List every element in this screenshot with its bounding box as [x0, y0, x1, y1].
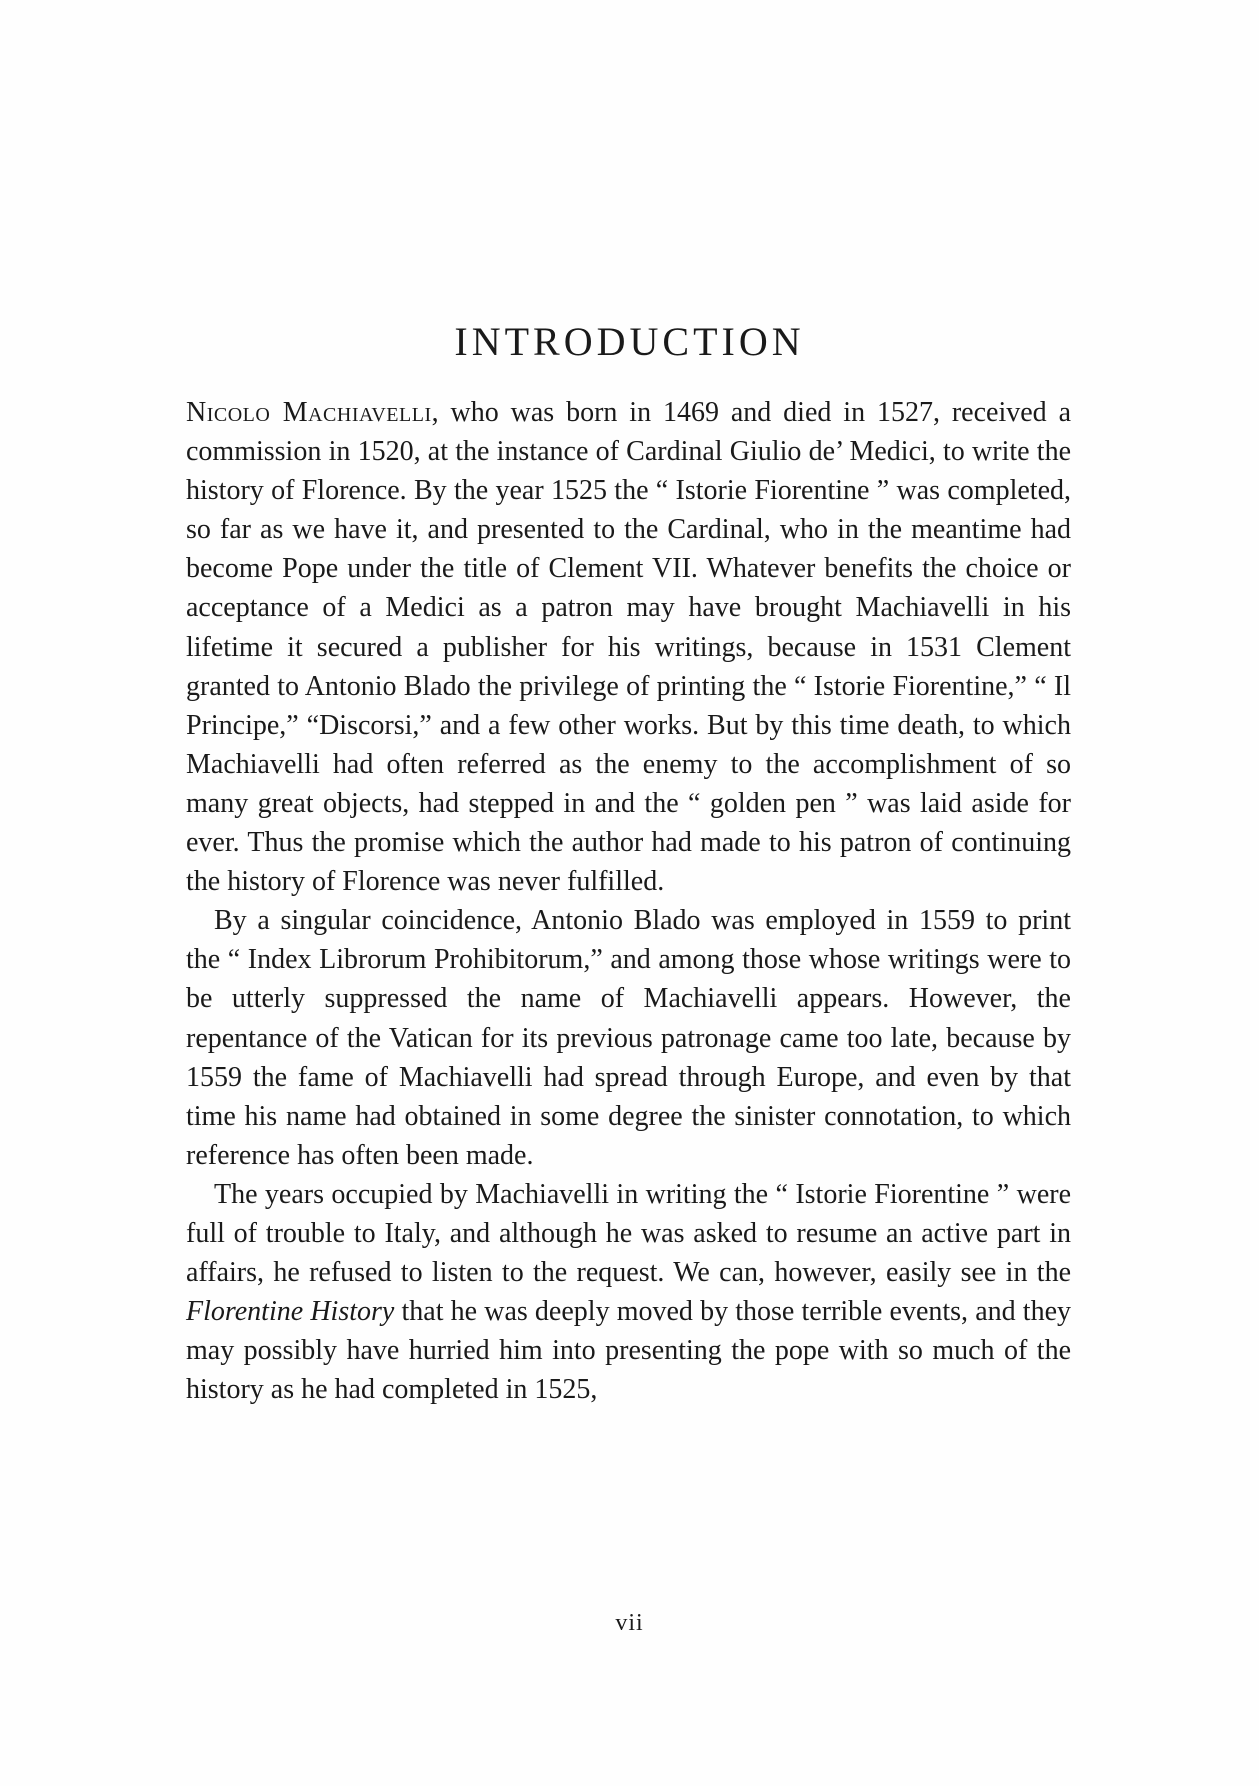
italic-title: Florentine History — [186, 1296, 395, 1328]
body-text — [186, 393, 1071, 1409]
chapter-heading: INTRODUCTION — [454, 319, 805, 364]
author-name: Nicolo Machiavelli — [186, 397, 432, 428]
paragraph-2: By a singular coincidence, Antonio Blado was employed in 1559 to print the “ Index Librorum Prohibitorum,” and among those whose writings were to be utterly suppressed the name of Machiavelli appears. However, the repentance of the Vatican for its previous patronage came too late, because by 1559 the fame of Machiavelli had spread through Europe, and even by that time his name had obtained in some degree the sinister connotation, to which reference has often been made. — [186, 905, 1071, 1171]
paragraph-1 — [186, 393, 1071, 901]
paragraph-3-text-start: The years occupied by Machiavelli in writing the “ Istorie Fiorentine ” were full of trouble to Italy, and although he was asked to resume an active part in affairs, he refused to listen to the request. We can, however, easily see in the — [186, 1178, 1071, 1289]
paragraph-3-text-end: that he was deeply moved by those terrible events, and they may possibly have hurried him into presenting the pope with so much of the history as he had completed in 1525, — [186, 1296, 1072, 1406]
paragraph-3 — [186, 1175, 1071, 1410]
page-number: vii — [615, 1610, 644, 1636]
paragraph-1-text: , who was born in 1469 and died in 1527, received a commission in 1520, at the instance of Cardinal Giulio de’ Medici, to write the history of Florence. By the year 1525 the “ Istorie Fiorentine ” was completed, so far as we have it, and presented to the Cardinal, who in the meantime had become Pope under the title of Clement VII. Whatever benefits the choice or acceptance of a Medici as a patron may have brought Machiavelli in his lifetime it secured a publisher for his writings, because in 1531 Clement granted to Antonio Blado the privilege of printing the “ Istorie Fiorentine,” “ Il Principe,” “Discorsi,” and a few other works. But by this time death, to which Machiavelli had often referred as the enemy to the accomplishment of so many great objects, had stepped in and the “ golden pen ” was laid aside for ever. Thus the promise which the author had made to his patron of continuing the history of Florence was never fulfilled. — [186, 397, 1071, 898]
